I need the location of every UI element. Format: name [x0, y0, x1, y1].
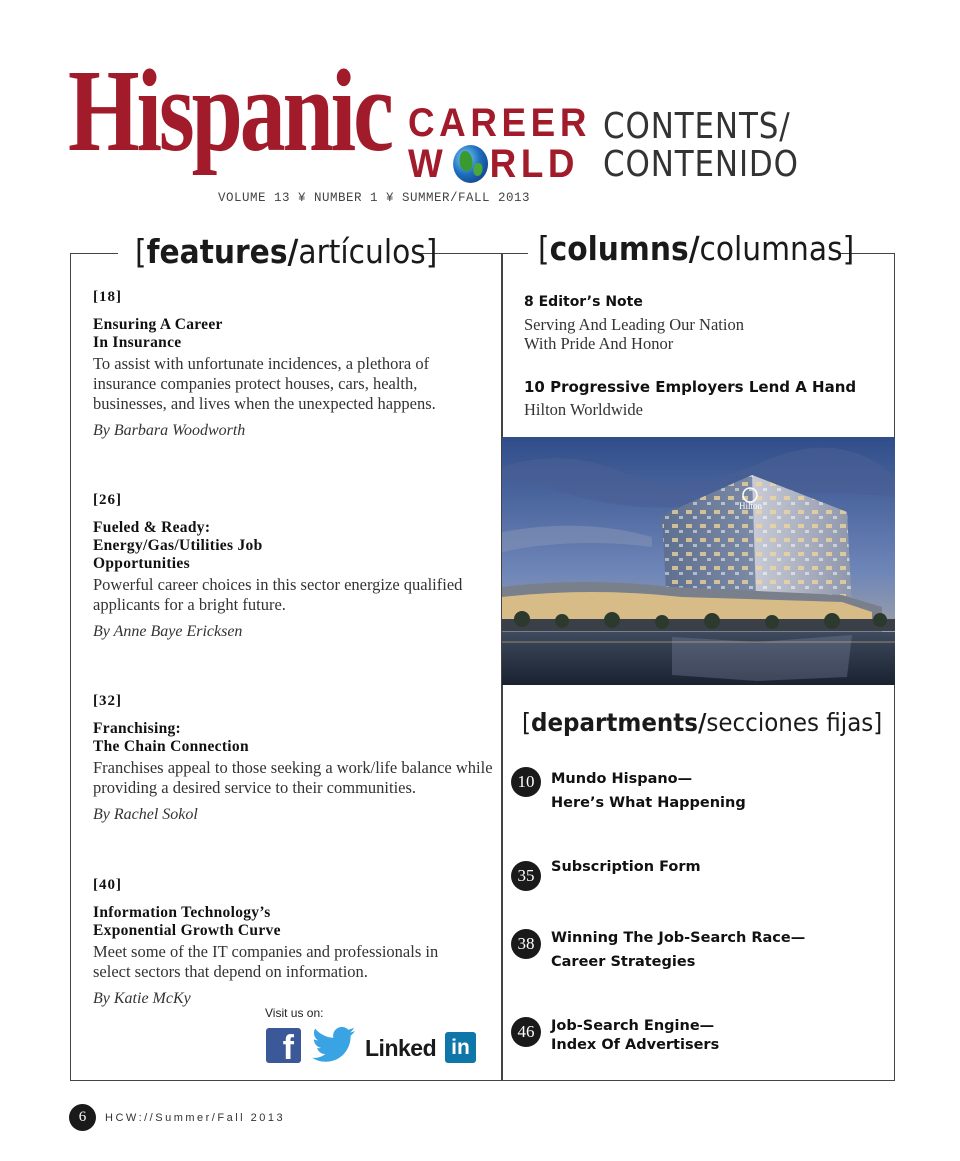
column-title[interactable]: 10 Progressive Employers Lend A Hand [524, 378, 857, 396]
visit-us-label: Visit us on: [265, 1006, 324, 1020]
hotel-illustration [502, 437, 895, 685]
feature-author: By Rachel Sokol [93, 806, 198, 823]
twitter-icon[interactable] [311, 1025, 357, 1063]
feature-page: [18] [93, 289, 122, 305]
department-item[interactable] [511, 1017, 891, 1067]
linkedin-wordmark[interactable]: Linked [365, 1035, 437, 1061]
feature-author: By Katie McKy [93, 990, 191, 1007]
page-number: 6 [69, 1104, 96, 1131]
feature-item[interactable] [93, 289, 493, 440]
feature-author: By Anne Baye Ericksen [93, 623, 243, 640]
feature-title[interactable]: Fueled & Ready: Energy/Gas/Utilities Job Opportunities [93, 519, 263, 572]
department-title[interactable]: Subscription Form [551, 859, 701, 875]
page-title-line2: CONTENIDO [603, 144, 799, 185]
hotel-photo [502, 437, 895, 685]
feature-description: Meet some of the IT companies and professionals in select sectors that depend on information. [93, 942, 439, 981]
feature-author: By Barbara Woodworth [93, 422, 246, 439]
page-title-line1: CONTENTS/ [603, 106, 791, 147]
feature-title[interactable]: Ensuring A Career In Insurance [93, 316, 223, 351]
feature-page: [26] [93, 492, 122, 508]
department-title[interactable]: Winning The Job-Search Race— Career Strategies [551, 930, 806, 970]
feature-item[interactable] [93, 492, 493, 641]
globe-icon [453, 145, 488, 183]
column-item[interactable] [524, 294, 884, 353]
feature-description: Powerful career choices in this sector energize qualified applicants for a bright future. [93, 575, 463, 614]
feature-page: [40] [93, 877, 122, 893]
column-item[interactable] [524, 378, 884, 419]
feature-title[interactable]: Information Technology’s Exponential Growth Curve [93, 904, 281, 939]
feature-description: Franchises appeal to those seeking a work/life balance while providing a desired service to their communities. [93, 758, 493, 797]
columns-heading: [columns/columnas] [538, 229, 855, 268]
department-item[interactable] [511, 767, 891, 817]
department-title[interactable]: Mundo Hispano— Here’s What Happening [551, 771, 746, 811]
department-item[interactable] [511, 929, 891, 979]
feature-description: To assist with unfortunate incidences, a plethora of insurance companies protect houses, cars, health, businesses, and lives when the unexpected happens. [93, 354, 436, 413]
department-page-badge: 35 [511, 861, 541, 891]
department-page-badge: 38 [511, 929, 541, 959]
feature-page: [32] [93, 693, 122, 709]
column-title[interactable]: 8 Editor’s Note [524, 294, 643, 310]
column-subtitle: Serving And Leading Our Nation With Pride And Honor [524, 315, 744, 353]
features-heading: [features/artículos] [135, 232, 438, 271]
department-page-badge: 10 [511, 767, 541, 797]
footer-text: HCW://Summer/Fall 2013 [105, 1112, 286, 1124]
facebook-icon[interactable]: f [266, 1028, 301, 1063]
feature-title[interactable]: Franchising: The Chain Connection [93, 720, 249, 755]
page-title [603, 108, 799, 184]
departments-heading: [departments/secciones fijas] [522, 708, 883, 737]
department-title[interactable]: Job-Search Engine— Index Of Advertisers [551, 1018, 720, 1053]
feature-item[interactable] [93, 877, 493, 1008]
volume-line: VOLUME 13 ¥ NUMBER 1 ¥ SUMMER/FALL 2013 [218, 191, 531, 205]
brand-logo-hispanic: Hispanic [68, 45, 391, 176]
brand-logo-career: CAREER [408, 101, 591, 145]
department-page-badge: 46 [511, 1017, 541, 1047]
linkedin-icon[interactable]: in [445, 1032, 476, 1063]
brand-logo-world [408, 144, 579, 184]
feature-item[interactable] [93, 693, 493, 824]
department-item[interactable] [511, 861, 891, 911]
column-subtitle: Hilton Worldwide [524, 400, 643, 419]
brand-world-right: RLD [489, 142, 580, 186]
brand-world-left: W [408, 142, 448, 186]
hotel-sign: Hilton [739, 501, 763, 511]
